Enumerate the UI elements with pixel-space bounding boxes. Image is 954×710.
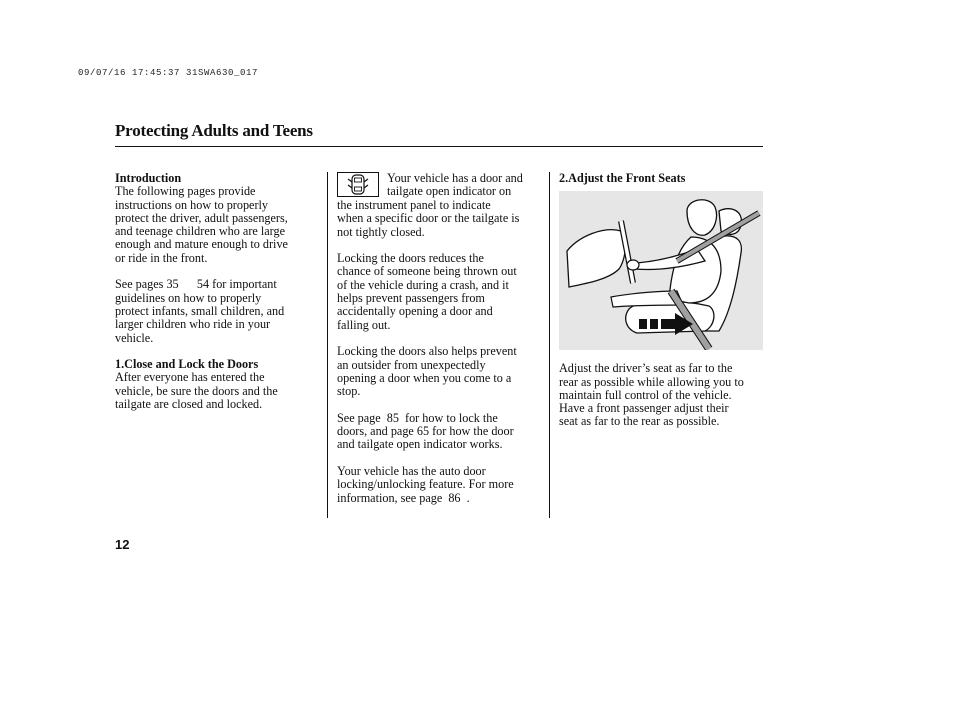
page-title: Protecting Adults and Teens — [115, 121, 313, 140]
step1-heading: 1.Close and Lock the Doors — [115, 357, 259, 372]
body-line: Your vehicle has the auto door — [337, 463, 486, 478]
step2-heading: 2.Adjust the Front Seats — [559, 171, 686, 185]
title-rule — [115, 146, 763, 147]
door-open-indicator-icon — [337, 172, 379, 197]
intro-heading: Introduction — [115, 171, 182, 185]
step2-line: seat as far to the rear as possible. — [559, 414, 720, 429]
intro-line: enough and mature enough to drive — [115, 237, 288, 252]
body-line: falling out. — [337, 317, 391, 332]
step2-line: rear as possible while allowing you to — [559, 374, 744, 389]
indicator-line: not tightly closed. — [337, 224, 425, 239]
body-line: an outsider from unexpectedly — [337, 357, 486, 372]
body-line: locking/unlocking feature. For more — [337, 477, 514, 492]
locking-reduces-paragraph — [337, 252, 545, 332]
indicator-line: Your vehicle has a door and — [387, 171, 523, 185]
body-line: opening a door when you come to a — [337, 370, 512, 385]
step2-paragraph — [559, 362, 764, 428]
intro-line: instructions on how to properly — [115, 197, 269, 212]
intro-line: The following pages provide — [115, 184, 256, 199]
indicator-paragraph — [337, 172, 545, 239]
step1-line: After everyone has entered the — [115, 370, 265, 385]
see-page-85-paragraph — [337, 412, 545, 452]
body-line: of the vehicle during a crash, and it — [337, 277, 509, 292]
body-line: accidentally opening a door and — [337, 304, 493, 319]
driver-seat-adjust-illustration — [559, 191, 763, 350]
body-line: Locking the doors reduces the — [337, 251, 484, 266]
intro-line: or ride in the front. — [115, 250, 208, 265]
indicator-line: when a specific door or the tailgate is — [337, 211, 520, 226]
body-line: chance of someone being thrown out — [337, 264, 517, 279]
intro-paragraph — [115, 185, 320, 265]
step1-line: vehicle, be sure the doors and the — [115, 383, 278, 398]
see-line: protect infants, small children, and — [115, 303, 285, 318]
column-introduction — [115, 172, 320, 425]
indicator-line: tailgate open indicator on — [387, 184, 512, 199]
locking-prevents-paragraph — [337, 345, 545, 398]
body-line: helps prevent passengers from — [337, 291, 485, 306]
column-door-locks — [337, 172, 545, 518]
intro-line: and teenage children who are large — [115, 224, 285, 239]
see-page-86-link[interactable]: information, see page 86 . — [337, 490, 470, 505]
intro-line: protect the driver, adult passengers, — [115, 210, 288, 225]
body-line: Locking the doors also helps prevent — [337, 344, 517, 359]
body-line: stop. — [337, 384, 361, 399]
see-page-85-link[interactable]: See page 85 for how to lock the — [337, 410, 498, 425]
see-line: guidelines on how to properly — [115, 290, 262, 305]
see-pages-link-line[interactable]: See pages 35 54 for important — [115, 277, 277, 292]
see-page-65-link[interactable]: doors, and page 65 for how the door — [337, 424, 514, 439]
body-line: and tailgate open indicator works. — [337, 437, 503, 452]
column-divider-1 — [327, 172, 328, 518]
print-stamp: 09/07/16 17:45:37 31SWA630_017 — [78, 68, 259, 78]
auto-lock-paragraph — [337, 465, 545, 505]
step2-line: Adjust the driver’s seat as far to the — [559, 361, 733, 376]
step2-line: maintain full control of the vehicle. — [559, 387, 732, 402]
indicator-line: the instrument panel to indicate — [337, 198, 491, 212]
page-number: 12 — [115, 537, 130, 552]
see-pages-paragraph — [115, 278, 320, 344]
step1-line: tailgate are closed and locked. — [115, 397, 263, 412]
column-divider-2 — [549, 172, 550, 518]
see-line: vehicle. — [115, 330, 154, 345]
step1-paragraph — [115, 371, 320, 411]
see-line: larger children who ride in your — [115, 317, 271, 332]
column-front-seats — [559, 172, 764, 442]
step2-line: Have a front passenger adjust their — [559, 401, 729, 416]
